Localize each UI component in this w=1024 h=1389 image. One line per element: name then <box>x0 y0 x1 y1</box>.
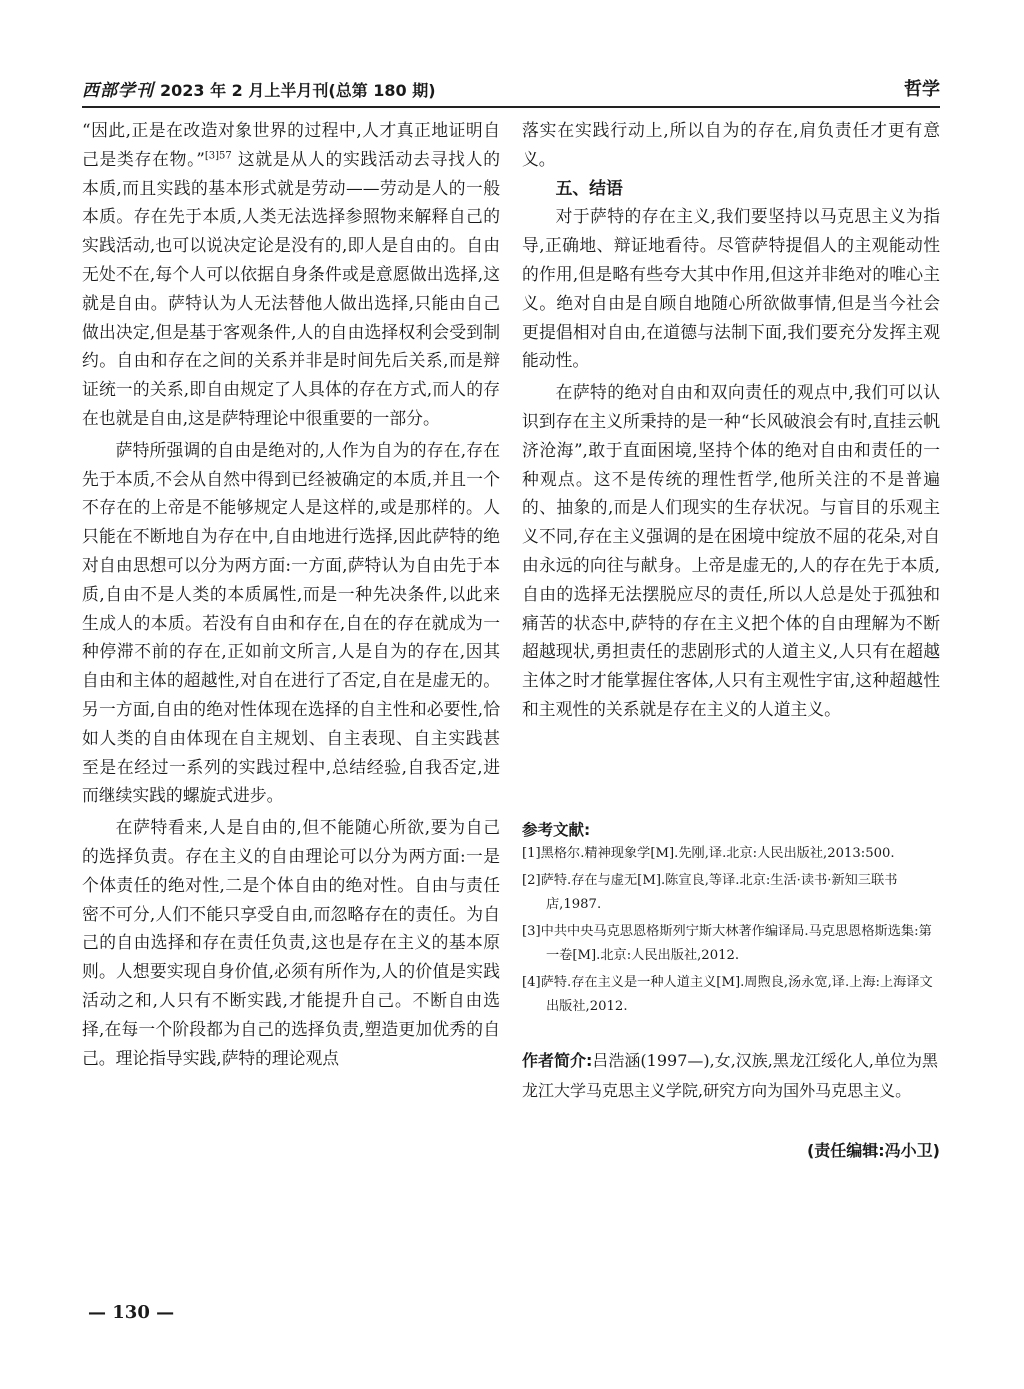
body-paragraph: 萨特所强调的自由是绝对的,人作为自为的存在,存在先于本质,不会从自然中得到已经被确定的本质,并且一个不存在的上帝是不能够规定人是这样的,或是那样的。人只能在不断地自为存在中,自由地进行选择,因此萨特的绝对自由思想可以分为两方面:一方面,萨特认为自由先于本质,自由不是人类的本质属性,而是一种先决条件,以此来生成人的本质。若没有自由和存在,自在的存在就成为一种停滞不前的存在,正如前文所言,人是自为的存在,因其自由和主体的超越性,对自在进行了否定,自在是虚无的。另一方面,自由的绝对性体现在选择的自主性和必要性,恰如人类的自由体现在自主规划、自主表现、自主实践甚至是在经过一系列的实践过程中,总结经验,自我否定,进而继续实践的螺旋式进步。 <box>82 439 500 806</box>
citation-marker: [3]57 <box>204 150 232 162</box>
author-label: 作者简介: <box>522 1051 593 1070</box>
header-left <box>82 76 436 101</box>
continuation-paragraph: 落实在实践行动上,所以自为的存在,肩负责任才更有意义。 <box>522 120 940 169</box>
reference-item: [3]中共中央马克思恩格斯列宁斯大林著作编译局.马克思恩格斯选集:第一卷[M].北京:人民出版社,2012. <box>522 924 932 963</box>
right-column <box>522 116 940 724</box>
body-paragraph: 对于萨特的存在主义,我们要坚持以马克思主义为指导,正确地、辩证地看待。尽管萨特提倡人的主观能动性的作用,但是略有些夸大其中作用,但这并非绝对的唯心主义。绝对自由是自顾自地随心所欲做事情,但是当今社会更提倡相对自由,在道德与法制下面,我们要充分发挥主观能动性。 <box>522 206 940 371</box>
left-column <box>82 116 500 1072</box>
author-text: 吕浩涵(1997—),女,汉族,黑龙江绥化人,单位为黑龙江大学马克思主义学院,研究方向为国外马克思主义。 <box>522 1051 938 1100</box>
reference-item: [2]萨特.存在与虚无[M].陈宣良,等译.北京:生活·读书·新知三联书店,1987. <box>522 873 898 912</box>
running-header <box>82 72 940 104</box>
author-bio <box>522 1046 940 1106</box>
paragraph-tail: 这就是从人的实践活动去寻找人的本质,而且实践的基本形式就是劳动——劳动是人的一般本质。存在先于本质,人类无法选择参照物来解释自己的实践活动,也可以说决定论是没有的,即人是自由的。自由无处不在,每个人可以依据自身条件或是意愿做出选择,这就是自由。萨特认为人无法替他人做出选择,只能由自己做出决定,但是基于客观条件,人的自由选择权利会受到制约。自由和存在之间的关系并非是时间先后关系,而是辩证统一的关系,即自由规定了人具体的存在方式,而人的存在也就是自由,这是萨特理论中很重要的一部分。 <box>82 148 500 428</box>
page-number: — 130 — <box>88 1302 175 1323</box>
journal-logo: 西部学刊 <box>82 80 154 101</box>
body-paragraph: 在萨特看来,人是自由的,但不能随心所欲,要为自己的选择负责。存在主义的自由理论可以分为两方面:一是个体责任的绝对性,二是个体自由的绝对性。自由与责任密不可分,人们不能只享受自由,而忽略存在的责任。为自己的自由选择和存在责任负责,这也是存在主义的基本原则。人想要实现自身价值,必须有所作为,人的价值是实践活动之和,人只有不断实践,才能提升自己。不断自由选择,在每一个阶段都为自己的选择负责,塑造更加优秀的自己。理论指导实践,萨特的理论观点 <box>82 817 500 1068</box>
issue-info: 2023 年 2 月上半月刊(总第 180 期) <box>160 80 436 100</box>
reference-item: [1]黑格尔.精神现象学[M].先刚,译.北京:人民出版社,2013:500. <box>522 846 895 861</box>
body-paragraph: 在萨特的绝对自由和双向责任的观点中,我们可以认识到存在主义所秉持的是一种“长风破浪会有时,直挂云帆济沧海”,敢于直面困境,坚持个体的绝对自由和责任的一种观点。这不是传统的理性哲学,他所关注的不是普遍的、抽象的,而是人们现实的生存状况。与盲目的乐观主义不同,存在主义强调的是在困境中绽放不屈的花朵,对自由永远的向往与献身。上帝是虚无的,人的存在先于本质,自由的选择无法摆脱应尽的责任,所以人总是处于孤独和痛苦的状态中,萨特的存在主义把个体的自由理解为不断超越现状,勇担责任的悲剧形式的人道主义,人只有在超越主体之时才能掌握住客体,人只有主观性宇宙,这种超越性和主观性的关系就是存在主义的人道主义。 <box>522 382 940 719</box>
header-rule <box>82 106 940 108</box>
reference-item: [4]萨特.存在主义是一种人道主义[M].周煦良,汤永宽,译.上海:上海译文出版社,2012. <box>522 975 933 1014</box>
body-paragraph <box>82 116 500 433</box>
section-heading: 五、结语 <box>555 177 623 198</box>
section-label: 哲学 <box>904 79 940 100</box>
references-list <box>522 842 940 1022</box>
responsible-editor: (责任编辑:冯小卫) <box>806 1141 940 1160</box>
references-title: 参考文献: <box>522 821 591 839</box>
quote-text: “因此,正是在改造对象世界的过程中,人才真正地证明自己是类存在物。” <box>82 120 500 169</box>
